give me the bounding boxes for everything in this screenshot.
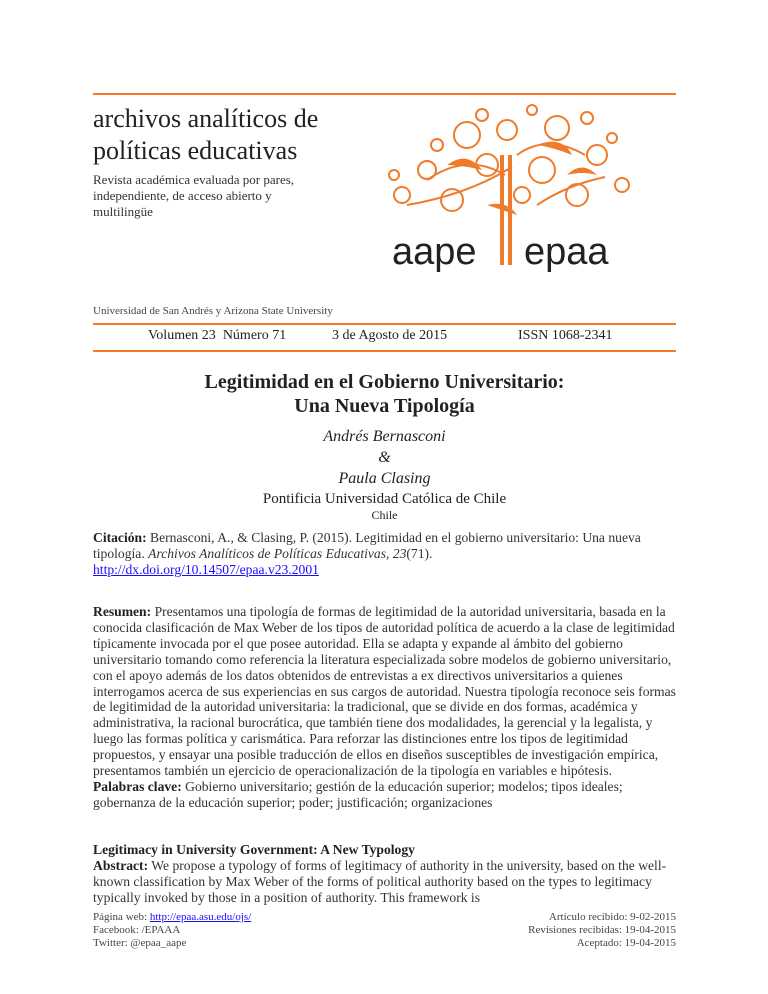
number: Número 71 bbox=[222, 328, 287, 343]
issue-date: 3 de Agosto de 2015 bbox=[332, 328, 448, 343]
footer-right bbox=[528, 911, 676, 950]
received-date: Artículo recibido: 9-02-2015 bbox=[548, 911, 676, 923]
journal-title-line: archivos analíticos de bbox=[93, 104, 319, 133]
website-link[interactable]: http://epaa.asu.edu/ojs/ bbox=[149, 911, 252, 923]
resumen-text: Presentamos una tipología de formas de legitimidad de la autoridad universitaria, basada en la conocida clasificación de Max Weber de los tipos de autoridad política de acuerdo a la clase de legitimidad típicamente invocada por el que posee autoridad. Ella se adapta y expande al ámbito del gobierno universitario tomando como referencia la literatura especializada sobre modelos de gobierno universitario, con el apoyo además de los datos obtenidos de entrevistas a ex directivos universitarios a quienes interrogamos acerca de sus experiencias en sus cargos de autoridad. Nuestra tipología reconoce seis formas de legitimidad de la autoridad universitaria: la tradicional, que se divide en dos formas, académica y administrativa, la racional burocrática, que también tiene dos modalidades, la gerencial y la legalista, y luego las formas política y carismática. Para reforzar las distinciones entre los tipos de legitimidad propuestos, y ensayar una posible traducción de ellos en diseños susceptibles de investigación empírica, presentamos también un ejercicio de operacionalización de la tipología en variables e hipótesis. bbox=[93, 604, 676, 779]
citation-journal: Archivos Analíticos de Políticas Educativas, bbox=[148, 545, 390, 561]
abstract-text: We propose a typology of forms of legitimacy of authority in the university, based on the well-known classification by Max Weber of the forms of political authority based on the types to legitimacy typically invoked by those in a position of authority. This framework is bbox=[93, 857, 667, 905]
citation-issue: (71). bbox=[406, 545, 433, 561]
volume: Volumen 23 bbox=[148, 328, 216, 343]
abstract-label: Abstract: bbox=[93, 857, 149, 873]
facebook: Facebook: /EPAAA bbox=[93, 924, 181, 936]
divider bbox=[93, 93, 676, 95]
keywords-label: Palabras clave: bbox=[93, 778, 182, 794]
english-abstract bbox=[93, 842, 681, 906]
resumen-label: Resumen: bbox=[93, 604, 152, 619]
journal-title-line: políticas educativas bbox=[93, 136, 298, 165]
english-title: Legitimacy in University Government: A New Typology bbox=[93, 842, 415, 857]
divider bbox=[93, 350, 676, 352]
logo-text-epaa: epaa bbox=[524, 231, 609, 273]
citation-label: Citación: bbox=[93, 530, 147, 545]
doi-link[interactable]: http://dx.doi.org/10.14507/epaa.v23.2001 bbox=[93, 561, 319, 577]
revisions-date: Revisiones recibidas: 19-04-2015 bbox=[528, 924, 676, 936]
keywords-text: Gobierno universitario; gestión de la educación superior; modelos; tipos ideales; gobernanza de la educación superior; poder; justificación; organizaciones bbox=[93, 778, 623, 810]
footer-left bbox=[93, 911, 251, 950]
citation bbox=[93, 530, 681, 578]
country: Chile bbox=[371, 508, 398, 522]
citation-volume: 23 bbox=[392, 545, 407, 561]
author: Andrés Bernasconi bbox=[323, 428, 446, 445]
accepted-date: Aceptado: 19-04-2015 bbox=[576, 937, 676, 949]
twitter: Twitter: @epaa_aape bbox=[93, 937, 187, 949]
web-label: Página web: bbox=[93, 911, 148, 923]
ampersand: & bbox=[378, 449, 391, 466]
logo-text-aape: aape bbox=[392, 231, 477, 273]
universities: Universidad de San Andrés y Arizona State University bbox=[93, 305, 333, 317]
article-title bbox=[93, 370, 676, 418]
resumen bbox=[93, 604, 681, 811]
citation-reference: Bernasconi, A., & Clasing, P. (2015). Legitimidad en el gobierno universitario: Una nueva tipología. bbox=[93, 530, 641, 561]
logo-wordmark bbox=[392, 232, 632, 276]
article-title-line: Legitimidad en el Gobierno Universitario: bbox=[204, 371, 565, 393]
article-title-line: Una Nueva Tipología bbox=[294, 395, 475, 417]
issn: ISSN 1068-2341 bbox=[518, 328, 613, 343]
affiliation: Pontificia Universidad Católica de Chile bbox=[262, 491, 507, 507]
journal-title bbox=[93, 103, 318, 167]
divider bbox=[93, 323, 676, 325]
author: Paula Clasing bbox=[338, 470, 431, 487]
volume-number bbox=[148, 327, 286, 345]
journal-subtitle: Revista académica evaluada por pares, independiente, de acceso abierto y multilingüe bbox=[93, 172, 295, 219]
